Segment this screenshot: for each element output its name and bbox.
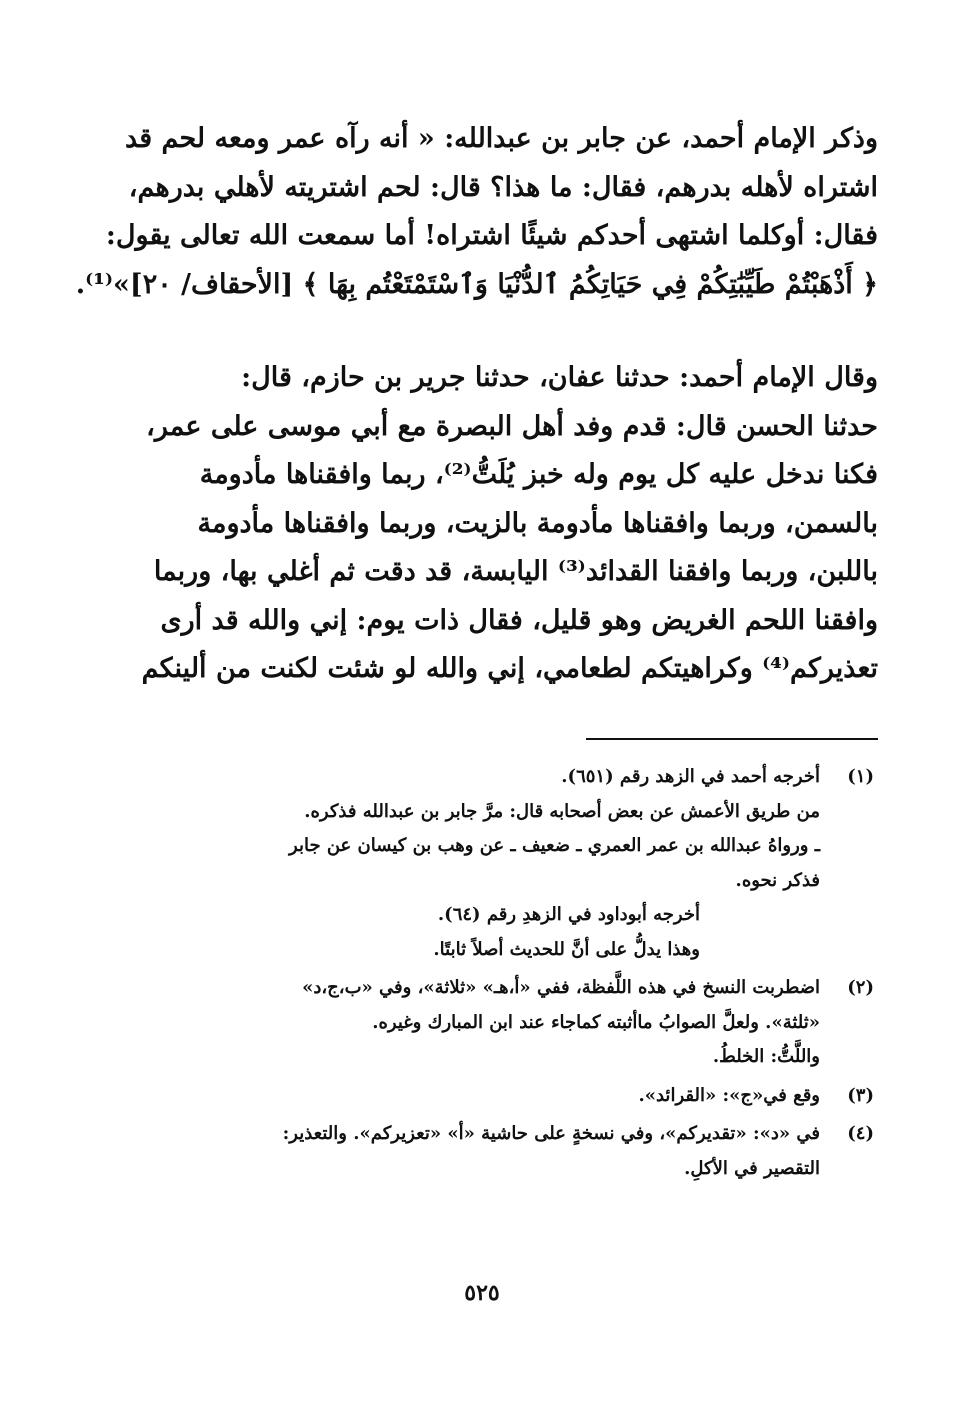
footnote-4 <box>78 1117 878 1186</box>
footnotes-section <box>78 760 878 1190</box>
footnote-line: التقصير في الأكلِ. <box>684 1157 820 1179</box>
paragraph-line: وافقنا اللحم الغريض وهو قليل، فقال ذات يوم: إني والله قد أرى <box>160 604 878 636</box>
footnote-number: (٢) <box>847 977 874 998</box>
footnote-line: أخرجه أبوداود في الزهدِ رقم (٦٤). <box>437 904 700 925</box>
footnote-divider <box>586 738 878 740</box>
paragraph-line: باللبن، وربما وافقنا القدائد⁽³⁾ اليابسة، قد دقت ثم أغلي بها، وربما <box>153 556 878 587</box>
paragraph-1 <box>75 115 878 309</box>
footnote-2 <box>78 971 878 1075</box>
footnote-line: من طريق الأعمش عن بعض أصحابه قال: مرَّ جابر بن عبدالله فذكره. <box>304 800 820 822</box>
paragraph-line: فقال: أوكلما اشتهى أحدكم شيئًا اشتراه! أما سمعت الله تعالى يقول: <box>105 220 878 251</box>
paragraph-line: وقال الإمام أحمد: حدثنا عفان، حدثنا جرير بن حازم، قال: <box>241 362 878 393</box>
footnote-line: أخرجه أحمد في الزهد رقم (٦٥١). <box>561 766 820 787</box>
footnote-line: ـ ورواهُ عبدالله بن عمر العمري ـ ضعيف ـ عن وهب بن كيسان عن جابر <box>289 835 820 856</box>
footnote-line: فذكر نحوه. <box>735 869 820 891</box>
footnote-number: (٣) <box>847 1084 874 1106</box>
paragraph-line: فكنا ندخل عليه كل يوم وله خبز يُلَتُّ⁽²⁾، ربما وافقناها مأدومة <box>199 459 878 490</box>
footnote-number: (١) <box>847 766 874 787</box>
footnote-1 <box>78 760 878 967</box>
footnote-number: (٤) <box>847 1123 874 1144</box>
quran-verse-line: ﴿ أَذْهَبْتُمْ طَيِّبَٰتِكُمْ فِي حَيَاتِكُمُ ٱلدُّنْيَا وَٱسْتَمْتَعْتُم بِهَا ﴾ [الأحقاف/ ٢٠]»⁽¹⁾. <box>75 268 878 300</box>
paragraph-2 <box>78 354 878 694</box>
footnote-line: «ثلثة». ولعلَّ الصوابُ ماأثبته كماجاء عند ابن المبارك وغيره. <box>372 1011 820 1033</box>
paragraph-line: بالسمن، وربما وافقناها مأدومة بالزيت، وربما وافقناها مأدومة <box>197 507 878 539</box>
paragraph-line: وذكر الإمام أحمد، عن جابر بن عبدالله: « أنه رآه عمر ومعه لحم قد <box>125 123 878 154</box>
footnote-3 <box>78 1079 878 1114</box>
paragraph-line: اشتراه لأهله بدرهم، فقال: ما هذا؟ قال: لحم اشتريته لأهلي بدرهم، <box>128 171 878 203</box>
paragraph-line: حدثنا الحسن قال: قدم وفد أهل البصرة مع أبي موسى على عمر، <box>146 410 878 442</box>
footnote-line: واللَّتُّ: الخلطُ. <box>712 1046 820 1067</box>
paragraph-line: تعذيركم⁽⁴⁾ وكراهيتكم لطعامي، إني والله لو شئت لكنت من ألينكم <box>141 653 878 684</box>
footnote-line: وهذا يدلُّ على أنَّ للحديث أصلاً ثابتًا. <box>433 938 700 960</box>
page-number: ٥٢٥ <box>464 1280 500 1306</box>
footnote-line: اضطربت النسخ في هذه اللَّفظة، ففي «أ،هـ» «ثلاثة»، وفي «ب،ج،د» <box>302 977 820 998</box>
footnote-line: وقع في«ج»: «القرائد». <box>638 1084 820 1106</box>
footnote-line: في «د»: «تقديركم»، وفي نسخةٍ على حاشية «أ» «تعزيركم». والتعذير: <box>282 1123 820 1144</box>
